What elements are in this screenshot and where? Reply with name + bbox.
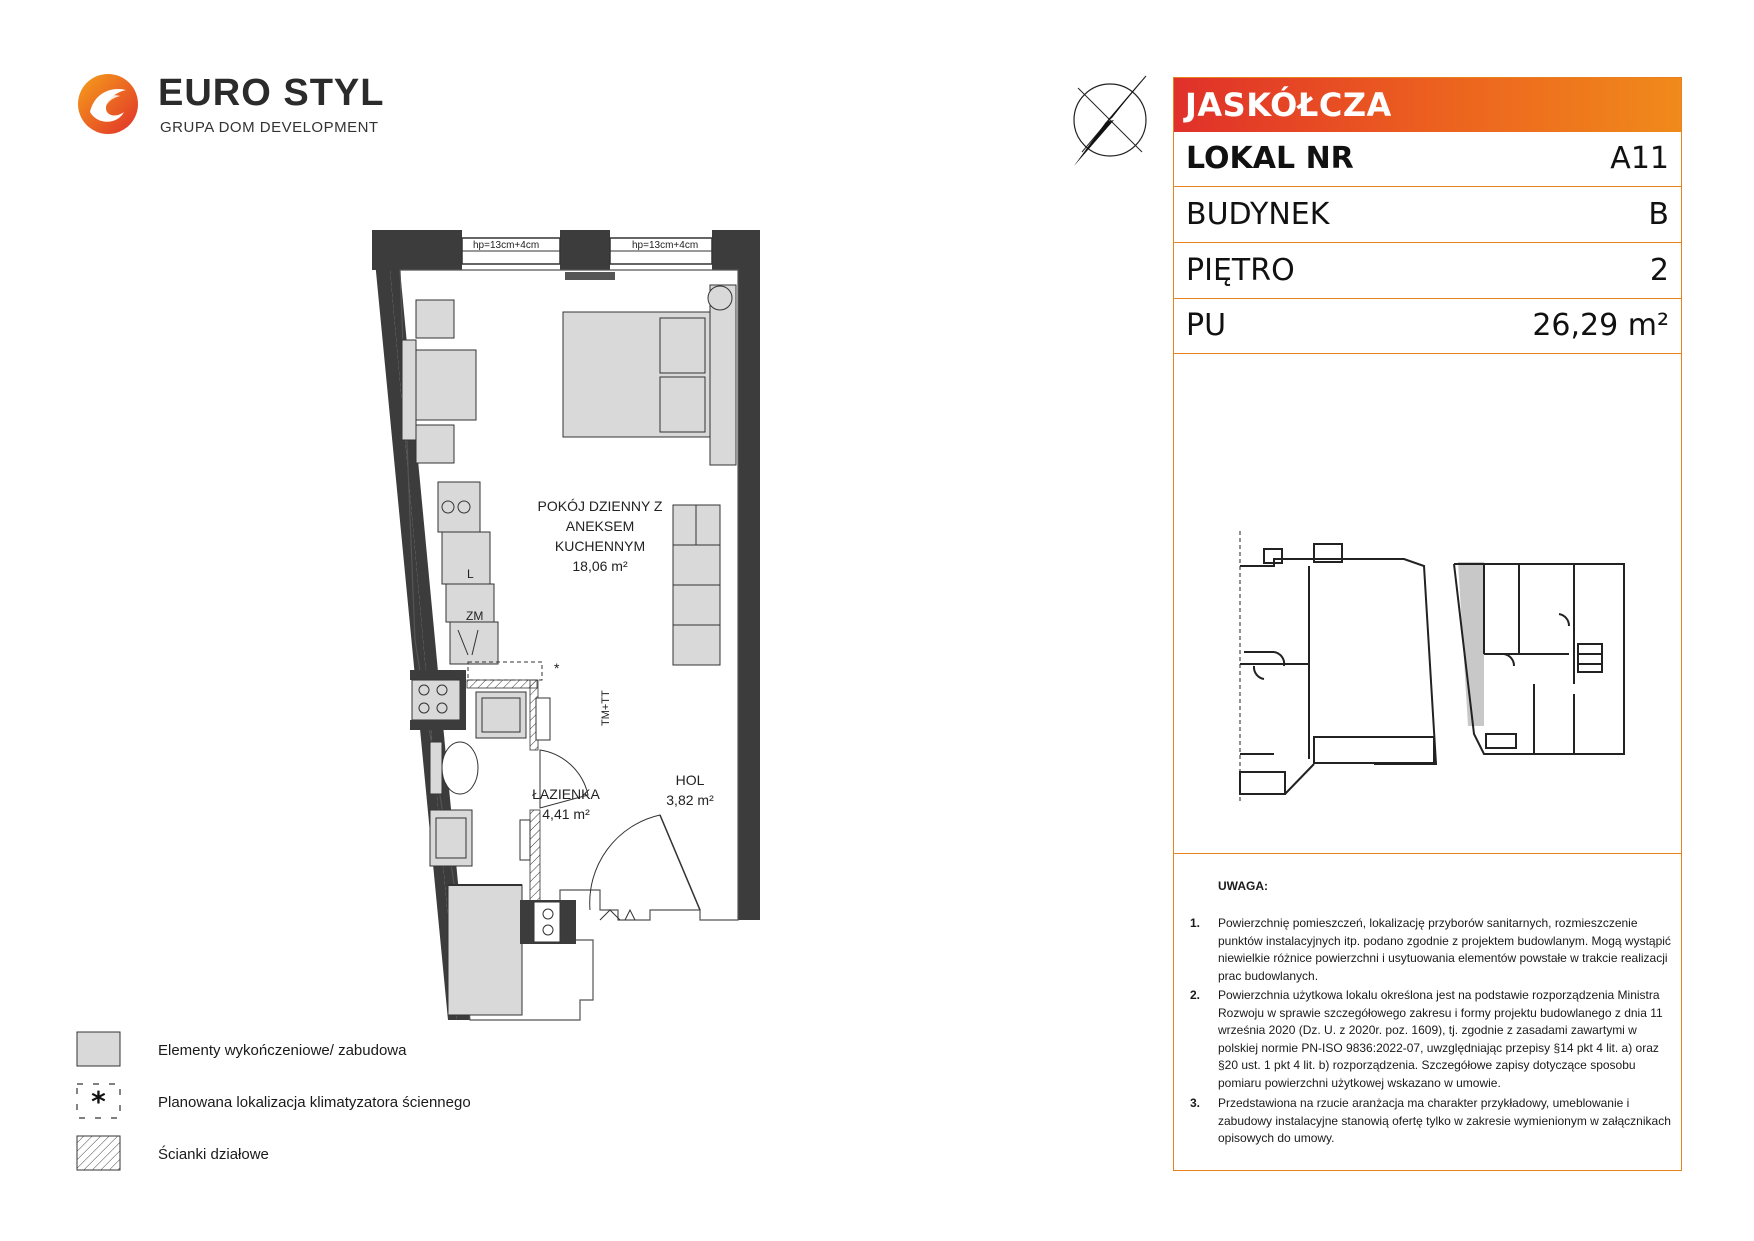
note-2-text: Powierzchnia użytkowa lokalu określona jest na podstawie rozporządzenia Ministra Rozwoju w sprawie szczegółowego zakresu i formy projektu budowlanego z dnia 11 września 2020 (Dz. U. z 2020r. poz. 1609), tj. zgodnie z zasadami zawartymi w polskiej normie PN-ISO 9836:2022-07, uwzględniając przepisy §14 pkt 4 lit. a) oraz §20 ust. 1 pkt 4 lit. b) rozporządzenia. Szczegółowe zapisy dotyczące sposobu pomiaru powierzchni użytkowej wskazano w umowie. <box>1218 988 1663 1090</box>
shower <box>448 885 522 1015</box>
top-wall-mid <box>560 230 610 270</box>
living-room-name-line-2: ANEKSEM <box>565 518 635 534</box>
chair-top <box>416 300 454 338</box>
installation-label: TM+TT <box>600 690 612 726</box>
row-apartment-number <box>1174 132 1681 187</box>
fridge <box>442 532 490 584</box>
north-arrow-icon <box>1060 70 1160 170</box>
key-plan-right <box>1454 562 1624 754</box>
note-1-text: Powierzchnię pomieszczeń, lokalizację przyborów sanitarnych, rozmieszczenie punktów instalacyjnych itp. podano zgodnie z projektem budowlanym. Mogą wystąpić niewielkie różnice powierzchni i usytuowania elementów powstałe w trakcie realizacji prac budowlanych. <box>1218 916 1671 983</box>
notes-section <box>1174 855 1681 1170</box>
area-value: 26,29 m² <box>1532 308 1669 343</box>
company-logo <box>72 68 385 138</box>
apartment-info-panel <box>1173 77 1682 1171</box>
apartment-number-label: LOKAL NR <box>1186 141 1354 176</box>
hall-name: HOL <box>675 772 705 788</box>
nightstand-strip <box>710 285 736 465</box>
window-height-note-1: hp=13cm+4cm <box>473 240 540 251</box>
installation-shaft-2 <box>534 902 560 942</box>
kitchen-cabinet-1 <box>438 482 480 532</box>
note-3-text: Przedstawiona na rzucie aranżacja ma charakter przykładowy, umeblowanie i zabudowy instalacyjne stanowią ofertę tylko w zakresie wymienionym w załącznikach opisowych do umowy. <box>1218 1096 1671 1146</box>
bathroom-name: ŁAZIENKA <box>532 786 600 802</box>
fridge-label: L <box>467 567 474 581</box>
building-value: B <box>1648 197 1669 232</box>
svg-text:*: * <box>91 1085 106 1118</box>
pillow-2 <box>660 377 705 432</box>
washing-machine <box>476 692 526 738</box>
dishwasher-label: ZM <box>466 609 484 623</box>
toilet <box>442 742 478 794</box>
area-label: PU <box>1186 308 1227 343</box>
investment-name: JASKÓŁCZA <box>1185 86 1392 124</box>
radiator <box>565 272 615 280</box>
grey-box-icon <box>76 1031 121 1067</box>
apartment-floor-plan <box>360 220 780 1040</box>
legend-ac: Planowana lokalizacja klimatyzatora ściennego <box>158 1094 471 1111</box>
bench <box>402 340 416 440</box>
note-3-number: 3. <box>1190 1096 1201 1110</box>
hall-label <box>650 770 730 810</box>
legend-finishing: Elementy wykończeniowe/ zabudowa <box>158 1042 407 1059</box>
key-plan-area <box>1174 354 1681 854</box>
living-room-name-line-1: POKÓJ DZIENNY Z <box>537 498 663 514</box>
note-1-number: 1. <box>1190 916 1201 930</box>
key-plan-drawings <box>1174 354 1681 854</box>
building-label: BUDYNEK <box>1186 197 1330 232</box>
apartment-number-value: A11 <box>1610 141 1669 176</box>
right-exterior-wall <box>738 230 760 920</box>
floor-value: 2 <box>1649 253 1669 288</box>
row-building <box>1174 188 1681 243</box>
hall-area: 3,82 m² <box>666 792 714 808</box>
bathroom-area: 4,41 m² <box>542 806 590 822</box>
top-wall-left <box>372 230 462 270</box>
logo-brand-text: EURO STYL <box>158 72 385 114</box>
cooktop <box>412 680 460 720</box>
pillow-1 <box>660 318 705 373</box>
toilet-cistern <box>430 742 442 794</box>
kitchen-sink-cabinet <box>450 622 498 664</box>
key-plan-left <box>1240 531 1436 801</box>
bathroom-label <box>516 784 616 824</box>
living-room-label <box>520 496 680 576</box>
floor-label: PIĘTRO <box>1186 253 1295 288</box>
logo-subtitle: GRUPA DOM DEVELOPMENT <box>160 119 379 136</box>
row-floor <box>1174 244 1681 299</box>
flame-logo-icon <box>76 72 140 136</box>
partition-wall-top <box>467 680 537 688</box>
ac-asterisk: * <box>554 660 560 676</box>
notes-heading: UWAGA: <box>1218 879 1268 893</box>
investment-title-bar <box>1174 78 1681 132</box>
hatched-box-icon <box>76 1135 121 1171</box>
chair-bottom <box>416 425 454 463</box>
ac-location-marker <box>468 662 542 680</box>
installation-shaft <box>536 698 550 740</box>
note-2-number: 2. <box>1190 988 1201 1002</box>
living-room-name-line-3: KUCHENNYM <box>554 538 646 554</box>
row-area <box>1174 299 1681 354</box>
window-height-note-2: hp=13cm+4cm <box>632 240 699 251</box>
towel-rail <box>520 820 530 860</box>
legend-partition: Ścianki działowe <box>158 1146 269 1163</box>
asterisk-box-icon <box>76 1083 121 1119</box>
lamp-icon <box>708 286 732 310</box>
dining-table <box>416 350 476 420</box>
living-room-area: 18,06 m² <box>572 558 628 574</box>
entrance-door <box>590 815 700 910</box>
